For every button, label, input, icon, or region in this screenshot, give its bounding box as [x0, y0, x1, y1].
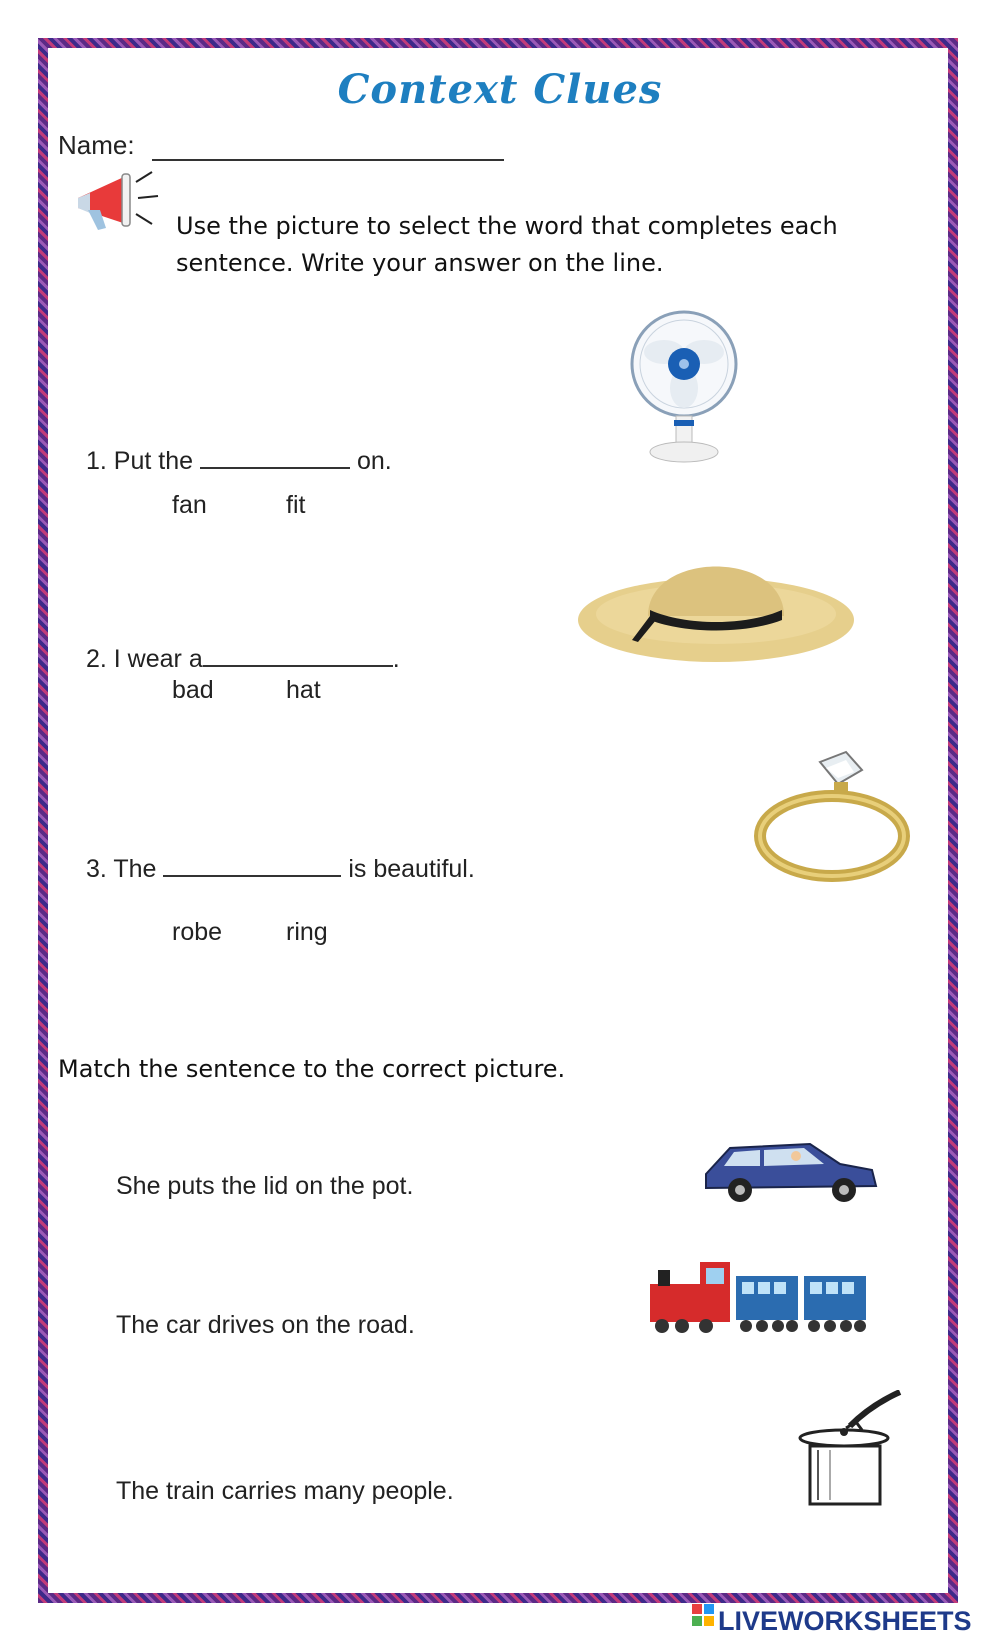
- match-sentence-1[interactable]: She puts the lid on the pot.: [116, 1172, 414, 1200]
- logo-text: LIVEWORKSHEETS: [718, 1606, 972, 1636]
- question-2-after: .: [392, 645, 400, 673]
- question-3-after: is beautiful.: [348, 855, 475, 883]
- option-ring: ring: [286, 918, 328, 946]
- match-sentence-2[interactable]: The car drives on the road.: [116, 1311, 415, 1339]
- answer-blank-2[interactable]: [203, 664, 393, 667]
- ring-picture: [750, 738, 910, 888]
- liveworksheets-logo-icon: [692, 1600, 992, 1640]
- question-1-after: on.: [356, 447, 392, 475]
- answer-blank-3[interactable]: [163, 874, 341, 877]
- question-1: [86, 447, 392, 476]
- car-picture[interactable]: [700, 1134, 880, 1206]
- question-3-text: 3. The: [86, 855, 157, 883]
- question-3: [86, 855, 475, 884]
- answer-blank-1[interactable]: [200, 466, 350, 469]
- pot-lid-picture[interactable]: [796, 1390, 906, 1510]
- fan-picture: [624, 308, 744, 468]
- option-fan: fan: [172, 491, 207, 519]
- hat-picture: [576, 530, 856, 670]
- train-picture[interactable]: [646, 1254, 876, 1340]
- liveworksheets-logo: [692, 1600, 992, 1640]
- question-2: [86, 645, 400, 674]
- megaphone-icon: [70, 168, 162, 238]
- name-label: Name:: [58, 130, 135, 160]
- instructions: Use the picture to select the word that completes each sentence. Write your answer on the line.: [176, 212, 838, 277]
- option-fit: fit: [286, 491, 306, 519]
- name-field[interactable]: [152, 159, 504, 161]
- option-robe: robe: [172, 918, 223, 946]
- option-hat: hat: [286, 676, 321, 704]
- question-2-text: 2. I wear a: [86, 645, 203, 673]
- option-bad: bad: [172, 676, 214, 704]
- question-1-text: 1. Put the: [86, 447, 194, 475]
- match-sentence-3[interactable]: The train carries many people.: [116, 1477, 454, 1505]
- match-heading: Match the sentence to the correct picture.: [58, 1055, 566, 1083]
- worksheet-title: Context Clues: [337, 66, 663, 113]
